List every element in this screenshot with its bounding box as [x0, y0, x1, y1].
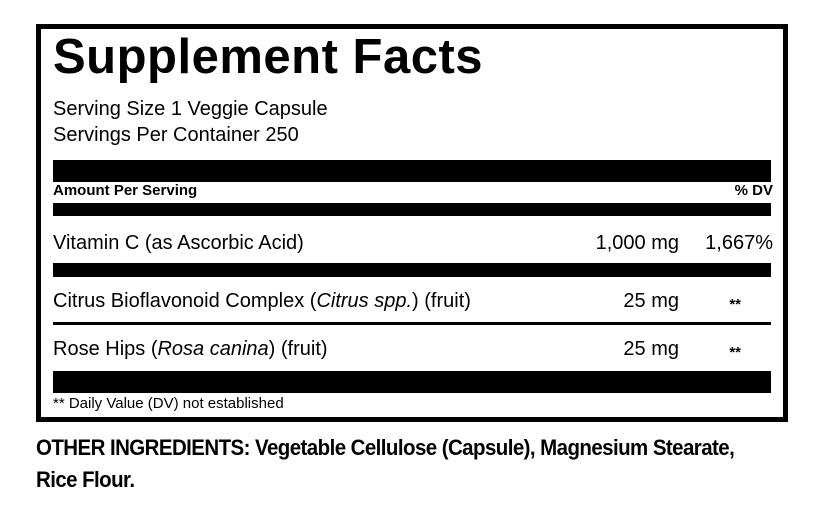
panel-title: Supplement Facts: [53, 30, 484, 84]
thick-divider-middle: [53, 263, 771, 277]
header-amount-per-serving: Amount Per Serving: [53, 182, 198, 199]
thick-divider-top: [53, 160, 771, 182]
nutrient-amount: 25 mg: [623, 290, 679, 312]
other-ingredients: OTHER INGREDIENTS: Vegetable Cellulose (Capsule), Magnesium Stearate, Rice Flour.: [36, 435, 735, 492]
nutrient-name-citrus-bioflavonoid: Citrus Bioflavonoid Complex (Citrus spp.) (fruit): [53, 290, 471, 312]
thick-divider-header: [53, 203, 771, 216]
footnote: ** Daily Value (DV) not established: [53, 395, 284, 412]
nutrient-amount: 25 mg: [623, 338, 679, 360]
nutrient-name-vitamin-c: Vitamin C (as Ascorbic Acid): [53, 232, 304, 254]
nutrient-dv: 1,667%: [705, 232, 773, 254]
nutrient-amount: 1,000 mg: [595, 232, 679, 254]
servings-per-container: Servings Per Container 250: [53, 124, 299, 146]
thin-divider: [53, 322, 771, 325]
nutrient-name-rose-hips: Rose Hips (Rosa canina) (fruit): [53, 338, 328, 360]
serving-size: Serving Size 1 Veggie Capsule: [53, 98, 328, 120]
thick-divider-bottom: [53, 371, 771, 393]
header-percent-dv: % DV: [734, 182, 773, 199]
supplement-facts-panel: [36, 24, 788, 422]
nutrient-dv: **: [729, 296, 741, 313]
nutrient-dv: **: [729, 344, 741, 361]
